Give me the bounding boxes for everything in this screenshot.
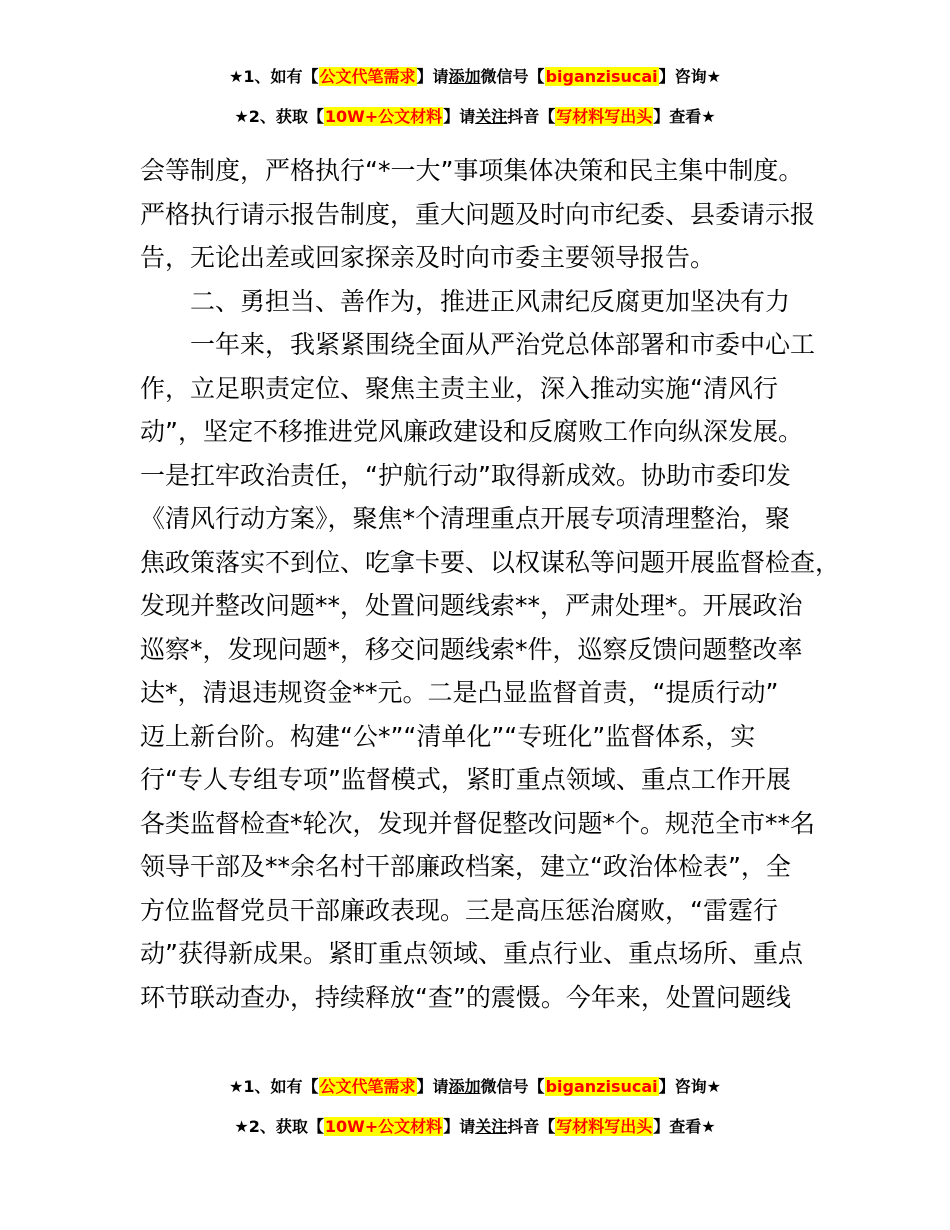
notice-text: ★1、如有【 bbox=[229, 1077, 319, 1096]
body-line: 领导干部及**余名村干部廉政档案，建立“政治体检表”，全 bbox=[140, 852, 791, 881]
body-line: 发现并整改问题**，处置问题线索**，严肃处理*。开展政治 bbox=[140, 591, 803, 620]
top-notice-line-2 bbox=[0, 106, 950, 128]
body-line: 达*，清退违规资金**元。二是凸显监督首责，“提质行动” bbox=[140, 678, 779, 707]
notice-emphasis: 关注 bbox=[475, 1117, 508, 1136]
body-line: 严格执行请示报告制度，重大问题及时向市纪委、县委请示报 bbox=[140, 199, 816, 229]
notice-text: 】请 bbox=[416, 67, 449, 86]
top-notice-line-1 bbox=[0, 66, 950, 88]
body-line: 巡察*，发现问题*，移交问题线索*件，巡察反馈问题整改率 bbox=[140, 634, 803, 664]
body-line: 告，无论出差或回家探亲及时向市委主要领导报告。 bbox=[140, 243, 716, 272]
notice-text: 抖音【 bbox=[507, 1117, 556, 1136]
body-line: 各类监督检查*轮次，发现并督促整改问题*个。规范全市**名 bbox=[140, 808, 816, 838]
notice-highlight-wechat-id: biganzisucai bbox=[545, 67, 658, 86]
notice-highlight: 公文代笔需求 bbox=[319, 67, 416, 86]
notice-text: 】请 bbox=[443, 1117, 476, 1136]
notice-emphasis: 关注 bbox=[475, 107, 508, 126]
section-heading: 二、勇担当、善作为，推进正风肃纪反腐更加坚决有力 bbox=[190, 286, 791, 316]
bottom-notice-line-2 bbox=[0, 1116, 950, 1138]
notice-highlight: 公文代笔需求 bbox=[319, 1077, 416, 1096]
notice-highlight-wechat-id: biganzisucai bbox=[545, 1077, 658, 1096]
notice-highlight-douyin: 写材料写出头 bbox=[556, 107, 653, 126]
notice-text: 】查看★ bbox=[653, 1117, 716, 1136]
body-line: 行“专人专组专项”监督模式，紧盯重点领域、重点工作开展 bbox=[140, 765, 791, 794]
body-line: 迈上新台阶。构建“公*”“清单化”“专班化”监督体系，实 bbox=[140, 721, 756, 751]
notice-text: 】咨询★ bbox=[658, 1077, 721, 1096]
notice-highlight: 10W+公文材料 bbox=[324, 1117, 443, 1136]
notice-highlight: 10W+公文材料 bbox=[324, 107, 443, 126]
notice-text: 】请 bbox=[416, 1077, 449, 1096]
bottom-notice-line-1 bbox=[0, 1076, 950, 1098]
body-line: 一年来，我紧紧围绕全面从严治党总体部署和市委中心工 bbox=[190, 330, 816, 359]
notice-text: ★2、获取【 bbox=[234, 107, 324, 126]
body-line: 动”，坚定不移推进党风廉政建设和反腐败工作向纵深发展。 bbox=[140, 417, 803, 446]
notice-text: 微信号【 bbox=[480, 67, 545, 86]
notice-text: 抖音【 bbox=[507, 107, 556, 126]
notice-emphasis: 添加 bbox=[448, 1077, 481, 1096]
notice-text: 】查看★ bbox=[653, 107, 716, 126]
body-line: 环节联动查办，持续释放“查”的震慑。今年来，处置问题线 bbox=[140, 982, 791, 1012]
body-line: 焦政策落实不到位、吃拿卡要、以权谋私等问题开展监督检查， bbox=[140, 547, 841, 577]
body-line: 一是扛牢政治责任，“护航行动”取得新成效。协助市委印发 bbox=[140, 460, 791, 490]
notice-emphasis: 添加 bbox=[448, 67, 481, 86]
notice-text: ★2、获取【 bbox=[234, 1117, 324, 1136]
body-line: 方位监督党员干部廉政表现。三是高压惩治腐败，“雷霆行 bbox=[140, 895, 778, 925]
notice-text: 微信号【 bbox=[480, 1077, 545, 1096]
body-line: 动”获得新成果。紧盯重点领域、重点行业、重点场所、重点 bbox=[140, 939, 803, 968]
notice-text: ★1、如有【 bbox=[229, 67, 319, 86]
body-line: 会等制度，严格执行“*一大”事项集体决策和民主集中制度。 bbox=[140, 156, 804, 185]
body-line: 《清风行动方案》，聚焦*个清理重点开展专项清理整治，聚 bbox=[140, 504, 791, 533]
notice-highlight-douyin: 写材料写出头 bbox=[556, 1117, 653, 1136]
notice-text: 】请 bbox=[443, 107, 476, 126]
body-line: 作，立足职责定位、聚焦主责主业，深入推动实施“清风行 bbox=[140, 373, 778, 403]
document-body bbox=[140, 149, 840, 1019]
notice-text: 】咨询★ bbox=[658, 67, 721, 86]
